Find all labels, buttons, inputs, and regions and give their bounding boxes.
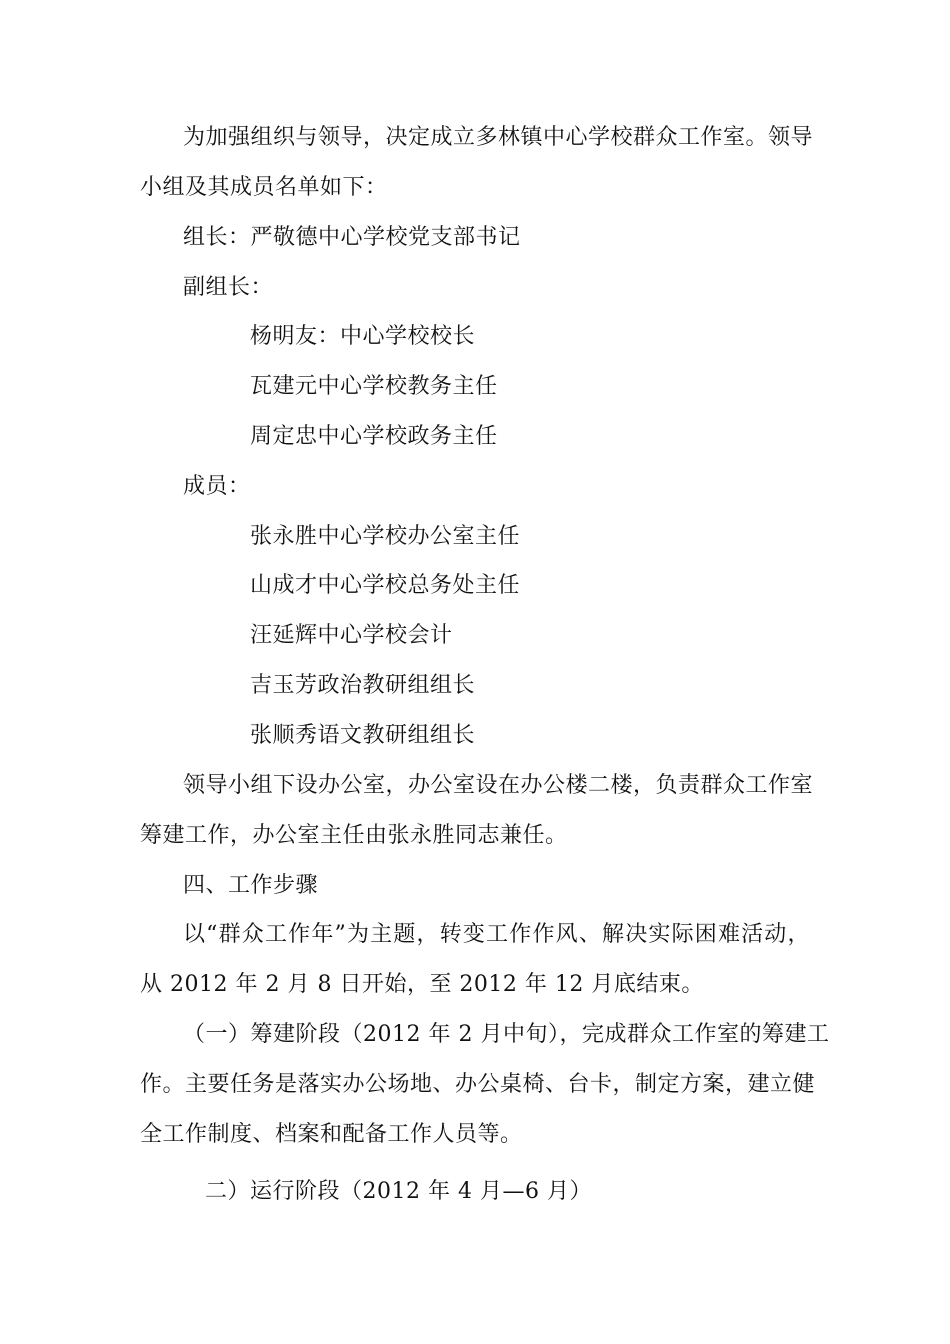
member-item: 张永胜中心学校办公室主任 — [250, 524, 521, 549]
deputy-item: 周定忠中心学校政务主任 — [250, 424, 498, 449]
section-heading: 四、工作步骤 — [183, 873, 319, 898]
member-item: 汪延辉中心学校会计 — [250, 623, 453, 648]
theme-paragraph-line-1: 以“群众工作年”为主题，转变工作作风、解决实际困难活动， — [183, 922, 810, 947]
office-paragraph-line-1: 领导小组下设办公室，办公室设在办公楼二楼，负责群众工作室 — [183, 773, 814, 798]
stage1-paragraph-line-2: 作。主要任务是落实办公场地、办公桌椅、台卡，制定方案，建立健 — [140, 1072, 816, 1097]
office-paragraph-line-2: 筹建工作，办公室主任由张永胜同志兼任。 — [140, 823, 568, 848]
member-item: 张顺秀语文教研组组长 — [250, 723, 476, 748]
theme-paragraph-line-2: 从 2012 年 2 月 8 日开始，至 2012 年 12 月底结束。 — [140, 972, 704, 997]
deputy-item: 杨明友：中心学校校长 — [250, 324, 476, 349]
members-heading: 成员： — [183, 474, 251, 499]
member-item: 山成才中心学校总务处主任 — [250, 573, 521, 598]
stage1-paragraph-line-1: （一）筹建阶段（2012 年 2 月中旬），完成群众工作室的筹建工 — [183, 1022, 830, 1047]
stage1-paragraph-line-3: 全工作制度、档案和配备工作人员等。 — [140, 1122, 523, 1147]
deputy-heading: 副组长： — [183, 275, 274, 300]
deputy-item: 瓦建元中心学校教务主任 — [250, 374, 498, 399]
stage2-heading: 二）运行阶段（2012 年 4 月—6 月） — [205, 1179, 592, 1204]
leader-line: 组长：严敬德中心学校党支部书记 — [183, 225, 521, 250]
intro-paragraph-line-2: 小组及其成员名单如下： — [140, 175, 388, 200]
intro-paragraph-line-1: 为加强组织与领导，决定成立多林镇中心学校群众工作室。领导 — [183, 125, 814, 150]
member-item: 吉玉芳政治教研组组长 — [250, 673, 476, 698]
